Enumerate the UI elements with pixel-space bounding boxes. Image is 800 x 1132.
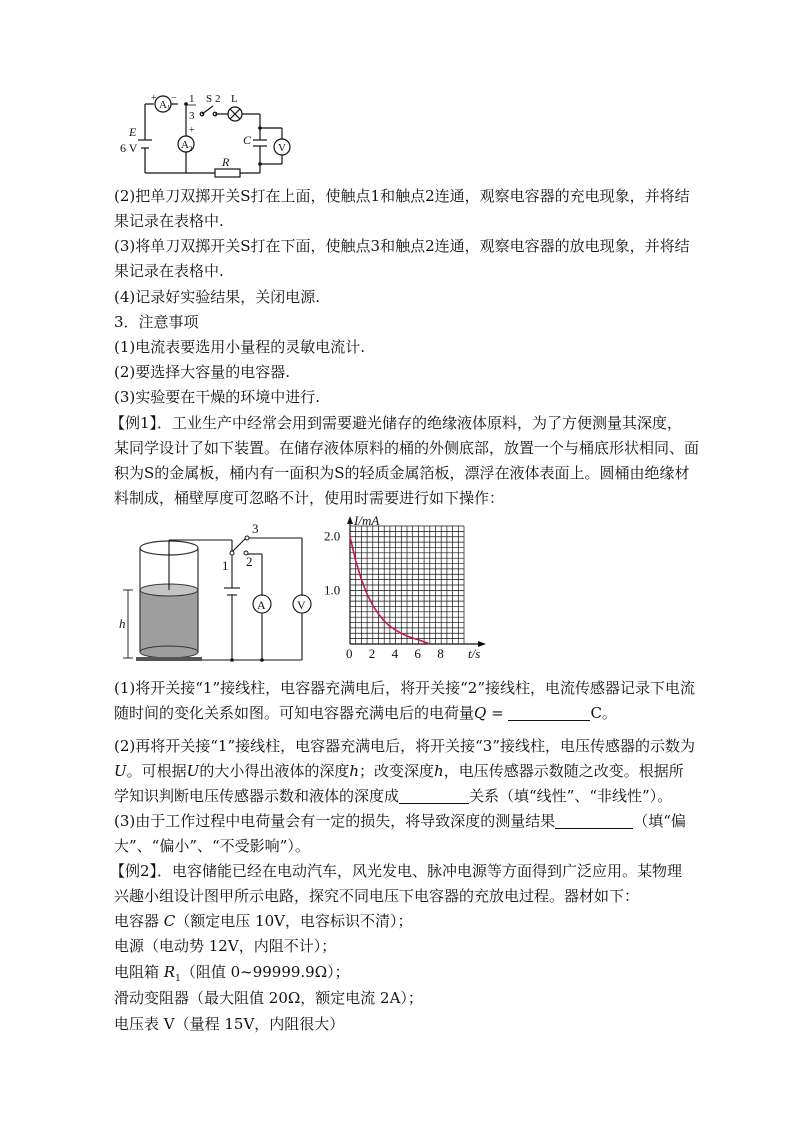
q2-line-2 xyxy=(114,761,694,781)
example-1-intro-2: 某同学设计了如下装置。在储存液体原料的桶的外侧底部，放置一个与桶底形状相同、面 xyxy=(114,439,700,457)
material-resistance-box: 电阻箱 $R_1$（阻值 0~99999.9Ω）； xyxy=(114,963,350,984)
resistor-label: R xyxy=(222,155,230,169)
voltmeter-symbol: V xyxy=(278,142,286,154)
circuit-diagram-1 xyxy=(110,92,310,182)
a1-minus-sign: − xyxy=(171,93,177,104)
q2-text-b: 的大小得出液体的深度 xyxy=(199,762,350,780)
depth-h-label: h xyxy=(119,616,126,631)
q3-text-b: （填“偏 xyxy=(633,812,686,830)
step-2-line-2: 果记录在表格中. xyxy=(114,212,224,230)
contact-3-label: 3 xyxy=(189,110,195,122)
equals-sign: = xyxy=(486,704,509,722)
q2-text-a: 。可根据 xyxy=(126,762,187,780)
a2-plus-sign: + xyxy=(189,125,195,136)
a2-subscript: 2 xyxy=(189,145,193,153)
material-capacitor: 电容器 C（额定电压 10V，电容标识不清）； xyxy=(114,912,413,930)
lamp-label: L xyxy=(231,93,238,105)
x-tick-label: 0 xyxy=(346,646,353,661)
answer-blank-linearity[interactable] xyxy=(399,787,469,804)
material-voltmeter: 电压表 V（量程 15V，内阻很大） xyxy=(114,1015,345,1033)
emf-value: 6 V xyxy=(120,141,138,155)
a1-plus-sign: + xyxy=(151,93,157,104)
example-1-intro-3: 积为S的金属板，桶内有一面积为S的轻质金属箔板，漂浮在液体表面上。圆桶由绝缘材 xyxy=(114,464,690,482)
q3-line-1 xyxy=(114,811,694,831)
q-symbol: Q xyxy=(474,704,487,722)
example-2-intro-2: 兴趣小组设计图甲所示电路，探究不同电压下电容器的充放电过程。器材如下： xyxy=(114,887,640,905)
y-tick-label: 2.0 xyxy=(324,528,341,544)
voltmeter-symbol-2: V xyxy=(297,598,306,612)
notes-heading: 3．注意事项 xyxy=(114,313,199,331)
step-4: (4)记录好实验结果，关闭电源. xyxy=(114,288,321,306)
q2-line-1: (2)再将开关接“1”接线柱，电容器充满电后，将开关接“3”接线柱，电压传感器的示数为 xyxy=(114,737,696,755)
note-1: (1)电流表要选用小量程的灵敏电流计. xyxy=(114,338,366,356)
switch-label: S xyxy=(206,93,213,105)
q2-text-c: ；改变深度 xyxy=(359,762,435,780)
unit-coulomb: C。 xyxy=(590,704,617,722)
example-1-intro-4: 料制成，桶壁厚度可忽略不计，使用时需要进行如下操作： xyxy=(114,489,505,507)
q2-text-e: 学知识判断电压传感器示数和液体的深度成 xyxy=(114,787,400,805)
ammeter-symbol: A xyxy=(257,598,266,612)
x-tick-label: 4 xyxy=(391,646,399,661)
x-tick-label: 6 xyxy=(414,646,421,661)
ammeter-a1-symbol: A xyxy=(159,99,167,111)
step-2-line-1: (2)把单刀双掷开关S打在上面，使触点1和触点2连通，观察电容器的充电现象，并将结 xyxy=(114,187,690,205)
h-symbol: h xyxy=(349,762,360,780)
step-3-line-2: 果记录在表格中. xyxy=(114,262,224,280)
y-axis-arrow xyxy=(347,516,353,524)
h-symbol-2: h xyxy=(434,762,444,780)
liquid-tank-apparatus xyxy=(114,520,324,670)
capacitor-label: C xyxy=(243,133,252,147)
material-power-source: 电源（电动势 12V，内阻不计）； xyxy=(114,937,337,955)
note-2: (2)要选择大容量的电容器. xyxy=(114,363,291,381)
contact-2-label: 2 xyxy=(215,93,221,105)
q1-line-2 xyxy=(114,703,694,723)
contact-1-label: 1 xyxy=(189,93,195,105)
q3-line-2: 大”、“偏小”、“不受影响”）。 xyxy=(114,837,310,855)
emf-label: E xyxy=(129,125,137,139)
tank-contact-1: 1 xyxy=(222,558,229,573)
x-tick-label: 8 xyxy=(437,646,444,661)
q2-text-d: ，电压传感器示数随之改变。根据所 xyxy=(443,762,684,780)
a1-subscript: 1 xyxy=(167,104,171,112)
y-tick-label: 1.0 xyxy=(324,582,341,598)
example-1-intro-1: 【例1】．工业生产中经常会用到需要避光储存的绝缘液体原料，为了方便测量其深度， xyxy=(110,414,683,432)
q2-text-f: 关系（填“线性”、“非线性”）。 xyxy=(469,787,673,805)
q2-line-3 xyxy=(114,786,694,806)
material-rheostat: 滑动变阻器（最大阻值 20Ω，额定电流 2A）； xyxy=(114,989,423,1007)
tank-contact-2: 2 xyxy=(246,554,253,569)
u-symbol-2: U xyxy=(186,762,200,780)
x-tick-label: 2 xyxy=(368,646,376,661)
ammeter-a2-symbol: A xyxy=(181,139,189,151)
q3-text-a: (3)由于工作过程中电荷量会有一定的损失，将导致深度的测量结果 xyxy=(114,812,556,830)
u-symbol: U xyxy=(114,762,127,780)
q1-line-1: (1)将开关接“1”接线柱，电容器充满电后，将开关接“2”接线柱，电流传感器记录下电流 xyxy=(114,679,696,697)
step-3-line-1: (3)将单刀双掷开关S打在下面，使触点3和触点2连通，观察电容器的放电现象，并将结 xyxy=(114,237,690,255)
answer-blank-measurement[interactable] xyxy=(555,812,633,829)
example-2-intro-1: 【例2】．电容储能已经在电动汽车，风光发电、脉冲电源等方面得到广泛应用。某物理 xyxy=(110,862,683,880)
x-axis-label: t/s xyxy=(468,646,481,661)
q1-text: 随时间的变化关系如图。可知电容器充满电后的电荷量 xyxy=(114,704,475,722)
current-time-chart xyxy=(316,516,496,666)
note-3: (3)实验要在干燥的环境中进行. xyxy=(114,388,321,406)
answer-blank-charge[interactable] xyxy=(508,704,590,721)
tank-contact-3: 3 xyxy=(252,521,259,536)
y-axis-label: I/mA xyxy=(354,516,380,528)
